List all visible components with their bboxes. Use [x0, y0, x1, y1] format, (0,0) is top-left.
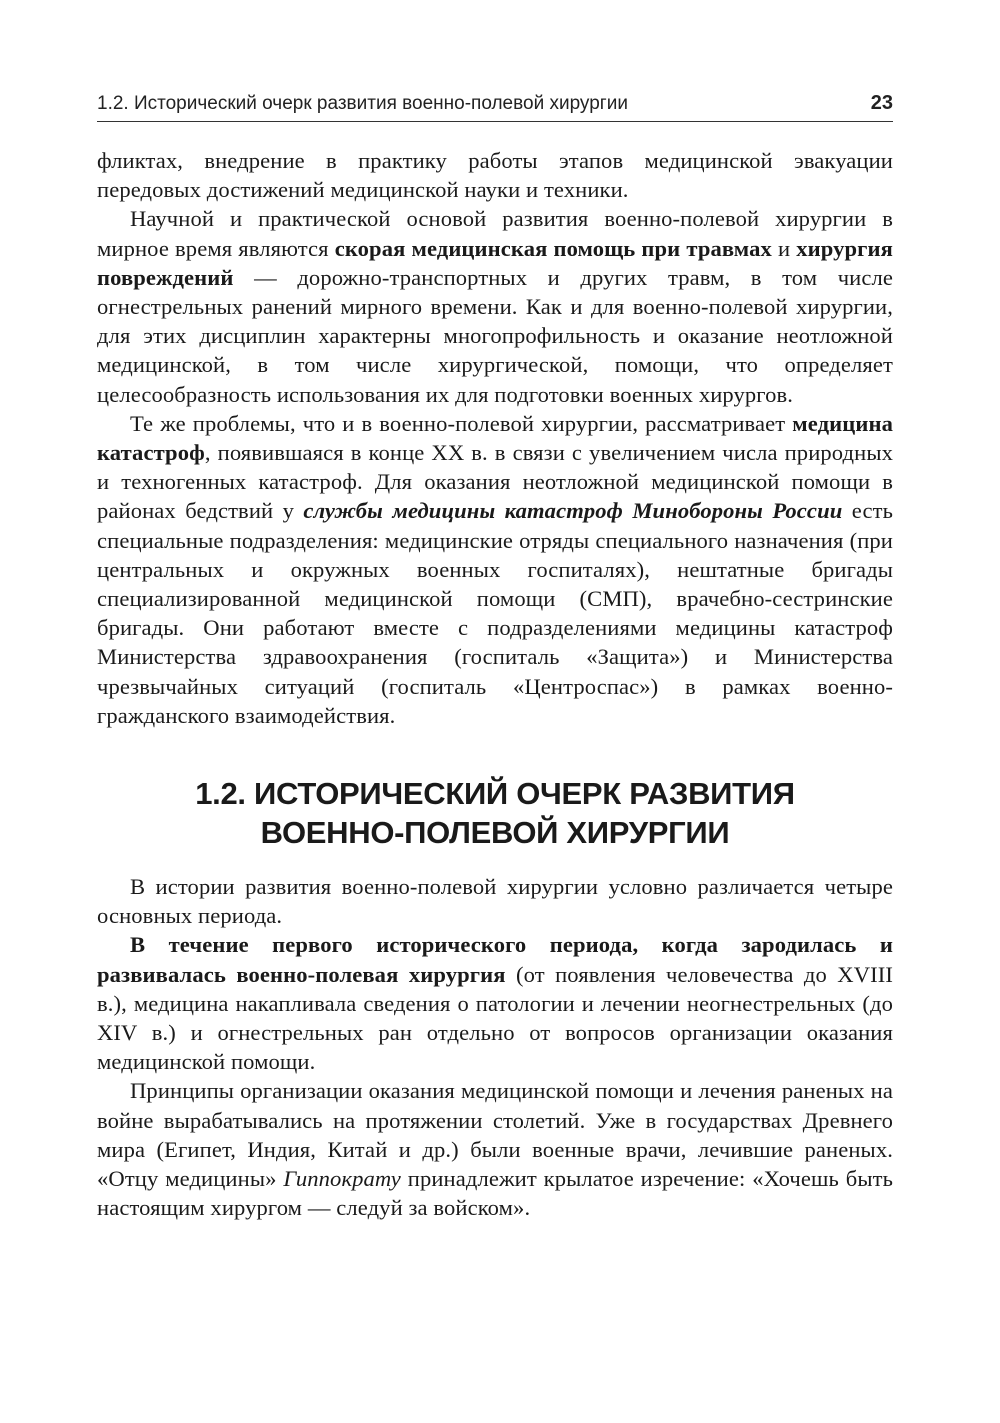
text-run: и	[771, 235, 797, 261]
term-injury-surgery: хирургия повреждений	[97, 235, 893, 290]
paragraph-disaster-medicine	[97, 409, 893, 730]
body-text	[97, 146, 893, 1223]
text-run: Принципы организации оказания медицинской помощи и лечения раненых на войне вырабатывались на протяжении столетий. Уже в государствах Древнего мира (Египет, Индия, Китай и др.) были военные врачи, лечившие раненых. «Отцу медицины»	[97, 1078, 893, 1192]
term-disaster-medicine: медицина катастроф	[97, 410, 893, 466]
term-mod-disaster-service: службы медицины катастроф Минобороны России	[303, 498, 843, 524]
section-heading	[97, 774, 893, 852]
section-heading-line: 1.2. ИСТОРИЧЕСКИЙ ОЧЕРК РАЗВИТИЯ	[195, 776, 795, 812]
text-run: (от появления человечества до XVIII в.), медицина накапливала сведения о патологии и лечении неогнестрельных (до XIV в.) и огнестрельных ран отдельно от вопросов организации оказания медицинской помощи.	[97, 961, 893, 1075]
section-heading-line: ВОЕННО-ПОЛЕВОЙ ХИРУРГИИ	[260, 815, 730, 851]
paragraph-principles	[97, 1076, 893, 1222]
running-title: 1.2. Исторический очерк развития военно-полевой хирургии	[97, 93, 628, 114]
text-run: — дорожно-транспортных и других травм, в том числе огнестрельных ранений мирного времени. Как и для военно-полевой хирургии, для этих дисциплин характерны многопрофильность и оказание неотложной медицинской, в том числе хирургической, помощи, что определяет целесообразность использования их для подготовки военных хирургов.	[97, 264, 893, 407]
paragraph-first-period	[97, 930, 893, 1076]
paragraph-text: фликтах, внедрение в практику работы этапов медицинской эвакуации передовых достижений медицинской науки и техники.	[97, 148, 893, 203]
paragraph-four-periods	[97, 872, 893, 930]
paragraph-peacetime-basis	[97, 204, 893, 408]
term-emergency-care: скорая медицинская помощь при травмах	[334, 235, 772, 261]
running-header	[97, 92, 893, 122]
name-hippocrates: Гиппократу	[283, 1166, 401, 1192]
paragraph-text: В истории развития военно-полевой хирургии условно различается четыре основных периода.	[97, 874, 893, 929]
text-run: , появившаяся в конце XX в. в связи с увеличением числа природных и техногенных катастроф. Для оказания неотложной медицинской помощи в районах бедствий у	[97, 440, 893, 524]
page-number: 23	[870, 92, 893, 114]
text-run: Научной и практической основой развития военно-полевой хирургии в мирное время являются	[97, 206, 893, 261]
text-run: Те же проблемы, что и в военно-полевой хирургии, рассматривает	[130, 410, 793, 436]
term-first-period: В течение первого исторического периода, когда зародилась и развивалась военно-полевая хирургия	[97, 932, 893, 987]
text-run: есть специальные подразделения: медицинские отряды специального назначения (при центральных и окружных военных госпиталях), нештатные бригады специализированной медицинской помощи (СМП), врачебно-сестринские бригады. Они работают вместе с подразделениями медицины катастроф Министерства здравоохранения (госпиталь «Защита») и Министерства чрезвычайных ситуаций (госпиталь «Центроспас») в рамках военно-гражданского взаимодействия.	[97, 498, 893, 728]
paragraph-continuation	[97, 146, 893, 204]
text-run: принадлежит крылатое изречение: «Хочешь быть настоящим хирургом — следуй за войском».	[97, 1166, 893, 1221]
